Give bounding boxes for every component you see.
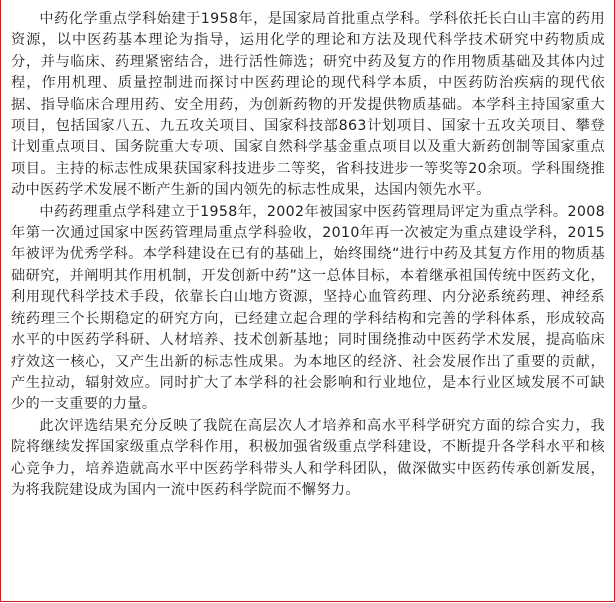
- paragraph-evaluation-summary: 此次评选结果充分反映了我院在高层次人才培养和高水平科学研究方面的综合实力，我院将继续发挥国家级重点学科作用，积极加强省级重点学科建设，不断提升各学科水平和核心竞争力，培养造就高水平中医药学科带头人和学科团队，做深做实中医药传承创新发展，为将我院建设成为国内一流中医药科学院而不懈努力。: [11, 417, 605, 498]
- article-body: [11, 0, 605, 501]
- paragraph-chinese-medicine-chemistry: 中药化学重点学科始建于1958年，是国家局首批重点学科。学科依托长白山丰富的药用资源，以中医药基本理论为指导，运用化学的理论和方法及现代科学技术研究中药物质成分，并与临床、药理紧密结合，进行活性筛选；研究中药及复方的作用物质基础及其体内过程，作用机理、质量控制进而探讨中医药理论的现代科学本质，中医药防治疾病的现代依据、指导临床合理用药、安全用药，为创新药物的开发提供物质基础。本学科主持国家重大项目，包括国家八五、九五攻关项目、国家科技部863计划项目、国家十五攻关项目、攀登计划重点项目、国务院重大专项、国家自然科学基金重点项目以及重大新药创制等国家重点项目。主持的标志性成果获国家科技进步二等奖，省科技进步一等奖等20余项。学科围绕推动中医药学术发展不断产生新的国内领先的标志性成果，达国内领先水平。: [11, 11, 605, 199]
- paragraph-chinese-medicine-pharmacology: 中药药理重点学科建立于1958年，2002年被国家中医药管理局评定为重点学科。2008年第一次通过国家中医药管理局重点学科验收，2010年再一次被定为重点建设学科，2015年被评为优秀学科。本学科建设在已有的基础上，始终围绕“进行中药及其复方作用的物质基础研究，并阐明其作用机制，开发创新中药”这一总体目标，本着继承祖国传统中医药文化，利用现代科学技术手段，依靠长白山地方资源，坚持心血管药理、内分泌系统药理、神经系统药理三个长期稳定的研究方向，已经建立起合理的学科结构和完善的学科体系，形成较高水平的中医药学科研、人材培养、技术创新基地；同时围绕推动中医药学术发展，提高临床疗效这一核心，又产生出新的标志性成果。为本地区的经济、社会发展作出了重要的贡献，产生拉动，辐射效应。同时扩大了本学科的社会影响和行业地位，是本行业区域发展不可缺少的一支重要的力量。: [11, 203, 605, 413]
